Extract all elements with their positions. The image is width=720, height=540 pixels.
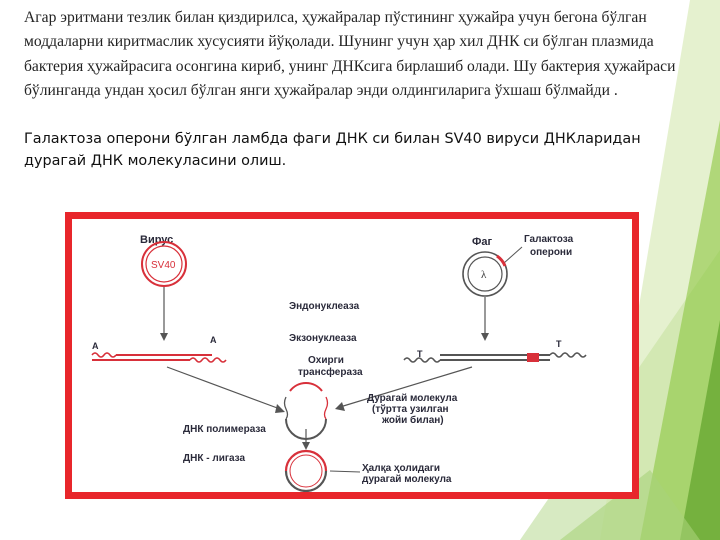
- body-paragraph-1: Агар эритмани тезлик билан қиздирилса, ҳужайралар пўстининг ҳужайра учун бегона бўлган моддаларни киритмаслик хусусияти йўқолади. Шунинг учун ҳар хил ДНК си бўлган плазмида бактерия ҳужайрасига осонгина кириб, унинг ДНКсига бирлашиб олади. Шу бактерия ҳужайраси бўлинганда ундан ҳосил бўлган янги ҳужайралар энди олдингиларига ўхшаш бўлмайди .: [24, 9, 676, 100]
- body-paragraph-2: Галактоза оперони бўлган ламбда фаги ДНК си билан SV40 вируси ДНКларидан дурагай ДНК молекуласини олиш.: [24, 131, 641, 169]
- galactose-operon-label-2: оперони: [530, 247, 573, 258]
- sv40-label: SV40: [151, 260, 176, 271]
- end-a-left-label: A: [92, 341, 99, 351]
- virus-label: Вирус: [140, 234, 174, 246]
- hybrid-dna-figure: [65, 212, 639, 499]
- hybrid-molecule-label-3: жойи билан): [382, 415, 444, 426]
- ring-molecule-label-2: дурагай молекула: [362, 474, 452, 485]
- end-t-left-label: T: [417, 349, 423, 359]
- hybrid-dna-diagram: [72, 219, 632, 492]
- end-t-right-label: T: [556, 339, 562, 349]
- terminal-transferase-label-2: трансфераза: [298, 367, 363, 378]
- galactose-operon-label-1: Галактоза: [524, 234, 574, 245]
- dna-ligase-label: ДНК - лигаза: [183, 453, 246, 464]
- hybrid-molecule-label-1: Дурагай молекула: [367, 393, 458, 404]
- hybrid-molecule-label-2: (тўртта узилган: [372, 404, 449, 415]
- dna-polymerase-label: ДНК полимераза: [183, 424, 266, 435]
- terminal-transferase-label-1: Охирги: [308, 355, 344, 366]
- ring-molecule-label-1: Ҳалқа ҳолидаги: [362, 463, 441, 474]
- phage-label: Фаг: [472, 236, 493, 248]
- endonuclease-label: Эндонуклеаза: [289, 301, 360, 312]
- phage-operon-marker: [527, 353, 539, 362]
- exonuclease-label: Экзонуклеаза: [289, 333, 357, 344]
- end-a-right-label: A: [210, 335, 217, 345]
- lambda-symbol: λ: [481, 269, 487, 281]
